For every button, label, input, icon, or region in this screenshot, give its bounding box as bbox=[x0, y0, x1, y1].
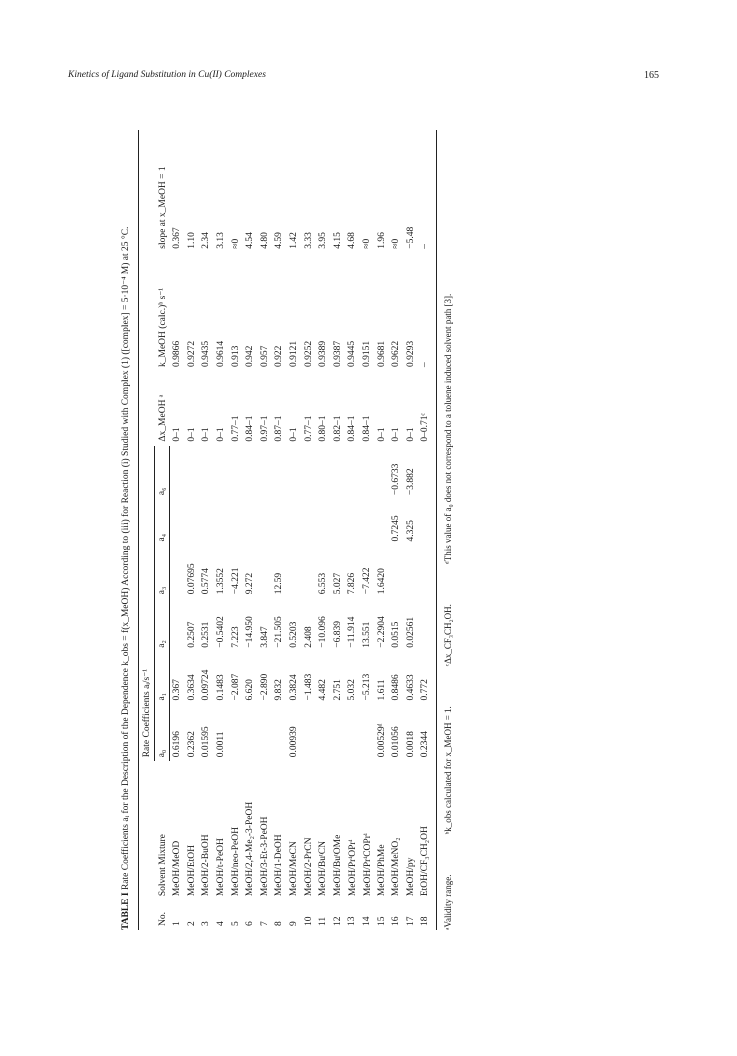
cell-a6 bbox=[228, 446, 243, 500]
rate-coefficients-table bbox=[138, 130, 437, 930]
cell-no: 14 bbox=[362, 916, 373, 926]
cell-a0: 0.0011 bbox=[216, 731, 227, 758]
cell-a6 bbox=[374, 446, 389, 500]
cell-a4 bbox=[301, 499, 316, 545]
cell-a1: −2.890 bbox=[259, 673, 270, 701]
cell-k: 0.922 bbox=[274, 345, 285, 367]
cell-no: 10 bbox=[303, 916, 314, 926]
cell-k: 0.9622 bbox=[391, 340, 402, 367]
cell-no: 11 bbox=[318, 916, 329, 926]
cell-no: 15 bbox=[376, 916, 387, 926]
cell-a1: 5.032 bbox=[347, 679, 358, 701]
cell-a4 bbox=[214, 499, 229, 545]
cell-a1: 6.620 bbox=[245, 679, 256, 701]
cell-k: 0.957 bbox=[259, 345, 270, 367]
cell-a6 bbox=[170, 446, 185, 500]
cell-a4 bbox=[185, 499, 200, 545]
cell-slope: ≈0 bbox=[391, 238, 402, 249]
cell-a0: 0.00939 bbox=[289, 726, 300, 758]
cell-a2: 2.408 bbox=[303, 626, 314, 648]
cell-dx: 0.82–1 bbox=[332, 415, 343, 442]
cell-k: 0.9389 bbox=[318, 340, 329, 367]
cell-a3: 9.272 bbox=[245, 572, 256, 595]
cell-a3 bbox=[301, 545, 316, 598]
cell-solvent: MeOH/2,4-Me₂-3-PeOH bbox=[245, 801, 256, 897]
cell-a6 bbox=[214, 446, 229, 500]
cell-no: 13 bbox=[347, 916, 358, 926]
cell-k: 0.9614 bbox=[216, 340, 227, 367]
cell-a4 bbox=[418, 499, 436, 545]
header-kcalc: k_MeOH (calc.)ᵇ s⁻¹ bbox=[139, 253, 170, 371]
footnote-c: ᶜΔx_CF₃CH₂OH. bbox=[442, 604, 453, 667]
cell-a1: 4.482 bbox=[318, 679, 329, 701]
cell-no: 2 bbox=[186, 921, 197, 926]
cell-no: 4 bbox=[216, 921, 227, 926]
cell-no: 18 bbox=[418, 900, 436, 930]
header-a2: a₂ bbox=[155, 598, 170, 652]
cell-slope: −5.48 bbox=[405, 226, 416, 249]
cell-dx: 0.97–1 bbox=[259, 415, 270, 442]
table-row bbox=[345, 130, 360, 930]
cell-a4 bbox=[360, 499, 375, 545]
cell-a1: 0.3634 bbox=[186, 674, 197, 701]
cell-a4 bbox=[316, 499, 331, 545]
cell-a2: −0.5402 bbox=[216, 616, 227, 648]
cell-a3 bbox=[170, 545, 185, 598]
cell-k: 0.9293 bbox=[405, 340, 416, 367]
cell-no: 6 bbox=[245, 921, 256, 926]
table-row bbox=[170, 130, 185, 930]
cell-a0: 0.2362 bbox=[186, 731, 197, 758]
cell-a3: 6.553 bbox=[318, 572, 329, 595]
cell-a0 bbox=[345, 705, 360, 762]
cell-a4 bbox=[199, 499, 214, 545]
cell-a1: 0.09724 bbox=[201, 669, 212, 701]
cell-k: 0.9435 bbox=[201, 340, 212, 367]
cell-k: 0.9121 bbox=[289, 340, 300, 367]
cell-a1: 0.4633 bbox=[405, 674, 416, 701]
cell-a3 bbox=[418, 545, 436, 598]
cell-slope: 1.10 bbox=[186, 232, 197, 249]
cell-k: 0.913 bbox=[230, 345, 241, 367]
cell-k: 0.9272 bbox=[186, 340, 197, 367]
cell-slope: 0.367 bbox=[172, 227, 183, 249]
cell-solvent: MeOH/3-Et-3-PeOH bbox=[259, 816, 270, 897]
cell-a1: 0.3824 bbox=[289, 674, 300, 701]
cell-a0: 0.6196 bbox=[172, 731, 183, 758]
cell-a2 bbox=[170, 598, 185, 652]
cell-solvent: MeOH/MeCN bbox=[289, 841, 300, 897]
cell-a4 bbox=[331, 499, 346, 545]
cell-a2: 0.02561 bbox=[405, 616, 416, 648]
cell-slope: 4.68 bbox=[347, 232, 358, 249]
cell-a0 bbox=[301, 705, 316, 762]
cell-a1: −1.483 bbox=[303, 673, 314, 701]
caption-label: TABLE I bbox=[121, 892, 131, 930]
cell-a2: 0.5203 bbox=[289, 621, 300, 648]
cell-a2: 0.2531 bbox=[201, 621, 212, 648]
cell-a0 bbox=[360, 705, 375, 762]
header-dx: Δx_MeOH ᵃ bbox=[139, 371, 170, 446]
cell-dx: 0.80–1 bbox=[318, 415, 329, 442]
cell-dx: 0–1 bbox=[391, 427, 402, 442]
cell-a4 bbox=[228, 499, 243, 545]
cell-solvent: MeOH/BuᵗOMe bbox=[332, 834, 343, 897]
cell-a3 bbox=[258, 545, 273, 598]
cell-a4 bbox=[170, 499, 185, 545]
cell-solvent: MeOH/BuᵗCN bbox=[318, 841, 329, 897]
cell-a3: 7.826 bbox=[347, 572, 358, 595]
table-body bbox=[170, 130, 437, 930]
cell-slope: 1.96 bbox=[376, 232, 387, 249]
cell-a1: −2.087 bbox=[230, 673, 241, 701]
table-row bbox=[185, 130, 200, 930]
cell-no: 1 bbox=[172, 921, 183, 926]
cell-a3 bbox=[404, 545, 419, 598]
cell-a6 bbox=[199, 446, 214, 500]
cell-a0: 0.2344 bbox=[418, 705, 436, 762]
header-a6: a₆ bbox=[155, 446, 170, 500]
cell-a6: −3.882 bbox=[405, 468, 416, 496]
cell-a3: 5.027 bbox=[332, 572, 343, 595]
cell-solvent: MeOH/1-DeOH bbox=[274, 834, 285, 897]
cell-solvent: MeOH/PhMe bbox=[376, 844, 387, 897]
cell-dx: 0.84–1 bbox=[362, 415, 373, 442]
cell-slope: 4.54 bbox=[245, 232, 256, 249]
table-row bbox=[418, 130, 436, 930]
cell-a2: −10.096 bbox=[318, 616, 329, 648]
cell-solvent: MeOH/neo-PeOH bbox=[230, 827, 241, 897]
cell-slope: ≈0 bbox=[230, 238, 241, 249]
table-row bbox=[389, 130, 404, 930]
cell-dx: 0.84–1 bbox=[245, 415, 256, 442]
cell-a0 bbox=[331, 705, 346, 762]
header-rate-group: Rate Coefficients aᵢ/s⁻¹ bbox=[139, 446, 155, 762]
table-row bbox=[258, 130, 273, 930]
footnote-a: ᵃValidity range. bbox=[442, 874, 453, 930]
cell-solvent: MeOH/py bbox=[405, 857, 416, 897]
cell-a3 bbox=[389, 545, 404, 598]
cell-a6 bbox=[185, 446, 200, 500]
cell-k: 0.9252 bbox=[303, 340, 314, 367]
cell-slope: 4.59 bbox=[274, 232, 285, 249]
cell-a2: 0.2507 bbox=[186, 621, 197, 648]
cell-a1: 0.8486 bbox=[391, 674, 402, 701]
cell-slope: 4.80 bbox=[259, 232, 270, 249]
header-a4: a₄ bbox=[155, 499, 170, 545]
cell-a0 bbox=[243, 705, 258, 762]
cell-dx: 0–1 bbox=[289, 427, 300, 442]
cell-k: 0.9681 bbox=[376, 340, 387, 367]
cell-a4 bbox=[243, 499, 258, 545]
cell-a1: 0.367 bbox=[172, 679, 183, 701]
cell-a2: 7.223 bbox=[230, 626, 241, 648]
cell-a3: −4.221 bbox=[230, 567, 241, 595]
table-row bbox=[316, 130, 331, 930]
cell-no: 3 bbox=[201, 921, 212, 926]
table-row bbox=[214, 130, 229, 930]
header-no: No. bbox=[139, 900, 170, 930]
cell-a0: 0.01595 bbox=[201, 726, 212, 758]
cell-slope: 4.15 bbox=[332, 232, 343, 249]
table-row bbox=[228, 130, 243, 930]
cell-a4: 0.7245 bbox=[391, 515, 402, 542]
cell-a6 bbox=[287, 446, 302, 500]
cell-a1: 0.1483 bbox=[216, 674, 227, 701]
caption-text: Rate Coefficients aᵢ for the Description of the Dependence k_obs = f(x_MeOH) According to (iii) for Reaction (i) Studied with Complex (1) ([complex] = 5·10⁻⁴ M) at 25 °C. bbox=[121, 226, 131, 891]
cell-no: 12 bbox=[332, 916, 343, 926]
cell-no: 16 bbox=[391, 916, 402, 926]
cell-a6 bbox=[243, 446, 258, 500]
cell-dx: 0.87–1 bbox=[274, 415, 285, 442]
cell-a2: −21.505 bbox=[274, 616, 285, 648]
cell-a2: 3.847 bbox=[259, 626, 270, 648]
cell-a2: −14.950 bbox=[245, 616, 256, 648]
footnote-b: ᵇk_obs calculated for x_MeOH = 1. bbox=[442, 706, 453, 835]
cell-a2: −2.2904 bbox=[376, 616, 387, 648]
cell-a0: 0.0018 bbox=[405, 731, 416, 758]
table-row bbox=[404, 130, 419, 930]
cell-a2: −6.839 bbox=[332, 621, 343, 648]
cell-dx: 0–1 bbox=[216, 427, 227, 442]
cell-a1: 2.751 bbox=[332, 679, 343, 701]
cell-solvent: MeOH/PrⁱCOPrⁱ bbox=[362, 833, 373, 897]
header-a1: a₁ bbox=[155, 652, 170, 705]
cell-a3 bbox=[287, 545, 302, 598]
cell-a0 bbox=[258, 705, 273, 762]
cell-a2: 0.0515 bbox=[391, 621, 402, 648]
cell-dx: 0–1 bbox=[172, 427, 183, 442]
cell-a0 bbox=[272, 705, 287, 762]
footnote-d: ᵈThis value of a₀ does not correspond to a toluene induced solvent path [3]. bbox=[442, 293, 453, 565]
cell-a4 bbox=[272, 499, 287, 545]
cell-a6 bbox=[418, 446, 436, 500]
cell-no: 7 bbox=[259, 921, 270, 926]
cell-a6 bbox=[316, 446, 331, 500]
cell-a6 bbox=[301, 446, 316, 500]
cell-a3: 0.07695 bbox=[186, 563, 197, 595]
cell-a6 bbox=[345, 446, 360, 500]
cell-a1: −5.213 bbox=[362, 673, 373, 701]
cell-slope: 2.34 bbox=[201, 232, 212, 249]
cell-a3: 1.6420 bbox=[376, 568, 387, 595]
cell-a4 bbox=[374, 499, 389, 545]
cell-solvent: MeOH/MeNO₂ bbox=[391, 837, 402, 897]
cell-solvent: EtOH/CF₃CH₂OH bbox=[418, 761, 436, 900]
cell-a6 bbox=[258, 446, 273, 500]
table-row bbox=[199, 130, 214, 930]
running-head: Kinetics of Ligand Substitution in Cu(II) Complexes bbox=[68, 70, 266, 80]
cell-dx: 0–1 bbox=[186, 427, 197, 442]
cell-no: 9 bbox=[289, 921, 300, 926]
cell-a1: 9.832 bbox=[274, 679, 285, 701]
table-row bbox=[287, 130, 302, 930]
table-row bbox=[331, 130, 346, 930]
cell-a1: 0.772 bbox=[418, 652, 436, 705]
table-caption bbox=[120, 120, 132, 930]
rotated-table-block bbox=[120, 110, 590, 930]
cell-a1: 1.611 bbox=[376, 679, 387, 701]
cell-dx: 0–1 bbox=[201, 427, 212, 442]
cell-slope: ≈0 bbox=[362, 238, 373, 249]
cell-a0 bbox=[316, 705, 331, 762]
cell-slope: 3.33 bbox=[303, 232, 314, 249]
cell-no: 5 bbox=[230, 921, 241, 926]
table-row bbox=[243, 130, 258, 930]
cell-a0: 0.01056 bbox=[391, 726, 402, 758]
cell-dx: 0–1 bbox=[405, 427, 416, 442]
cell-dx: 0.77–1 bbox=[230, 415, 241, 442]
table-row bbox=[301, 130, 316, 930]
cell-solvent: MeOH/2-PrCN bbox=[303, 837, 314, 897]
header-a0: a₀ bbox=[155, 705, 170, 762]
cell-a4 bbox=[258, 499, 273, 545]
cell-k: 0.942 bbox=[245, 345, 256, 367]
cell-slope: 3.95 bbox=[318, 232, 329, 249]
cell-solvent: MeOH/2-BuOH bbox=[201, 834, 212, 897]
cell-a4 bbox=[287, 499, 302, 545]
header-slope: slope at x_MeOH = 1 bbox=[139, 130, 170, 253]
page-number: 165 bbox=[644, 70, 659, 81]
cell-a2: 13.551 bbox=[362, 621, 373, 648]
cell-a3: 0.5774 bbox=[201, 568, 212, 595]
cell-slope: – bbox=[418, 130, 436, 253]
cell-dx: 0–1 bbox=[376, 427, 387, 442]
cell-k: 0.9151 bbox=[362, 340, 373, 367]
cell-slope: 3.13 bbox=[216, 232, 227, 249]
cell-a6 bbox=[360, 446, 375, 500]
header-solvent: Solvent Mixture bbox=[139, 761, 170, 900]
cell-no: 17 bbox=[405, 916, 416, 926]
cell-dx: 0.77–1 bbox=[303, 415, 314, 442]
cell-solvent: MeOH/t-PeOH bbox=[216, 838, 227, 897]
cell-a3: −7.422 bbox=[362, 567, 373, 595]
table-row bbox=[360, 130, 375, 930]
cell-a6 bbox=[331, 446, 346, 500]
table-row bbox=[374, 130, 389, 930]
cell-solvent: MeOH/MeOD bbox=[172, 840, 183, 897]
cell-solvent: MeOH/EtOH bbox=[186, 844, 197, 897]
cell-a4 bbox=[345, 499, 360, 545]
cell-a0 bbox=[228, 705, 243, 762]
header-a3: a₃ bbox=[155, 545, 170, 598]
cell-a4: 4.325 bbox=[405, 520, 416, 542]
cell-a6: −0.6733 bbox=[391, 463, 402, 496]
cell-dx: 0.84–1 bbox=[347, 415, 358, 442]
cell-solvent: MeOH/PrⁱOPrⁱ bbox=[347, 839, 358, 897]
cell-k: – bbox=[418, 253, 436, 371]
cell-a2 bbox=[418, 598, 436, 652]
cell-a6 bbox=[272, 446, 287, 500]
cell-dx: 0–0.71ᶜ bbox=[418, 371, 436, 446]
cell-k: 0.9445 bbox=[347, 340, 358, 367]
cell-a2: −11.914 bbox=[347, 616, 358, 648]
table-footnotes bbox=[443, 110, 453, 930]
cell-no: 8 bbox=[274, 921, 285, 926]
cell-a3: 12.59 bbox=[274, 572, 285, 595]
table-row bbox=[272, 130, 287, 930]
cell-a0: 0.00529ᵈ bbox=[376, 723, 387, 758]
cell-k: 0.9866 bbox=[172, 340, 183, 367]
cell-a3: 1.3552 bbox=[216, 568, 227, 595]
cell-k: 0.9387 bbox=[332, 340, 343, 367]
cell-slope: 1.42 bbox=[289, 232, 300, 249]
